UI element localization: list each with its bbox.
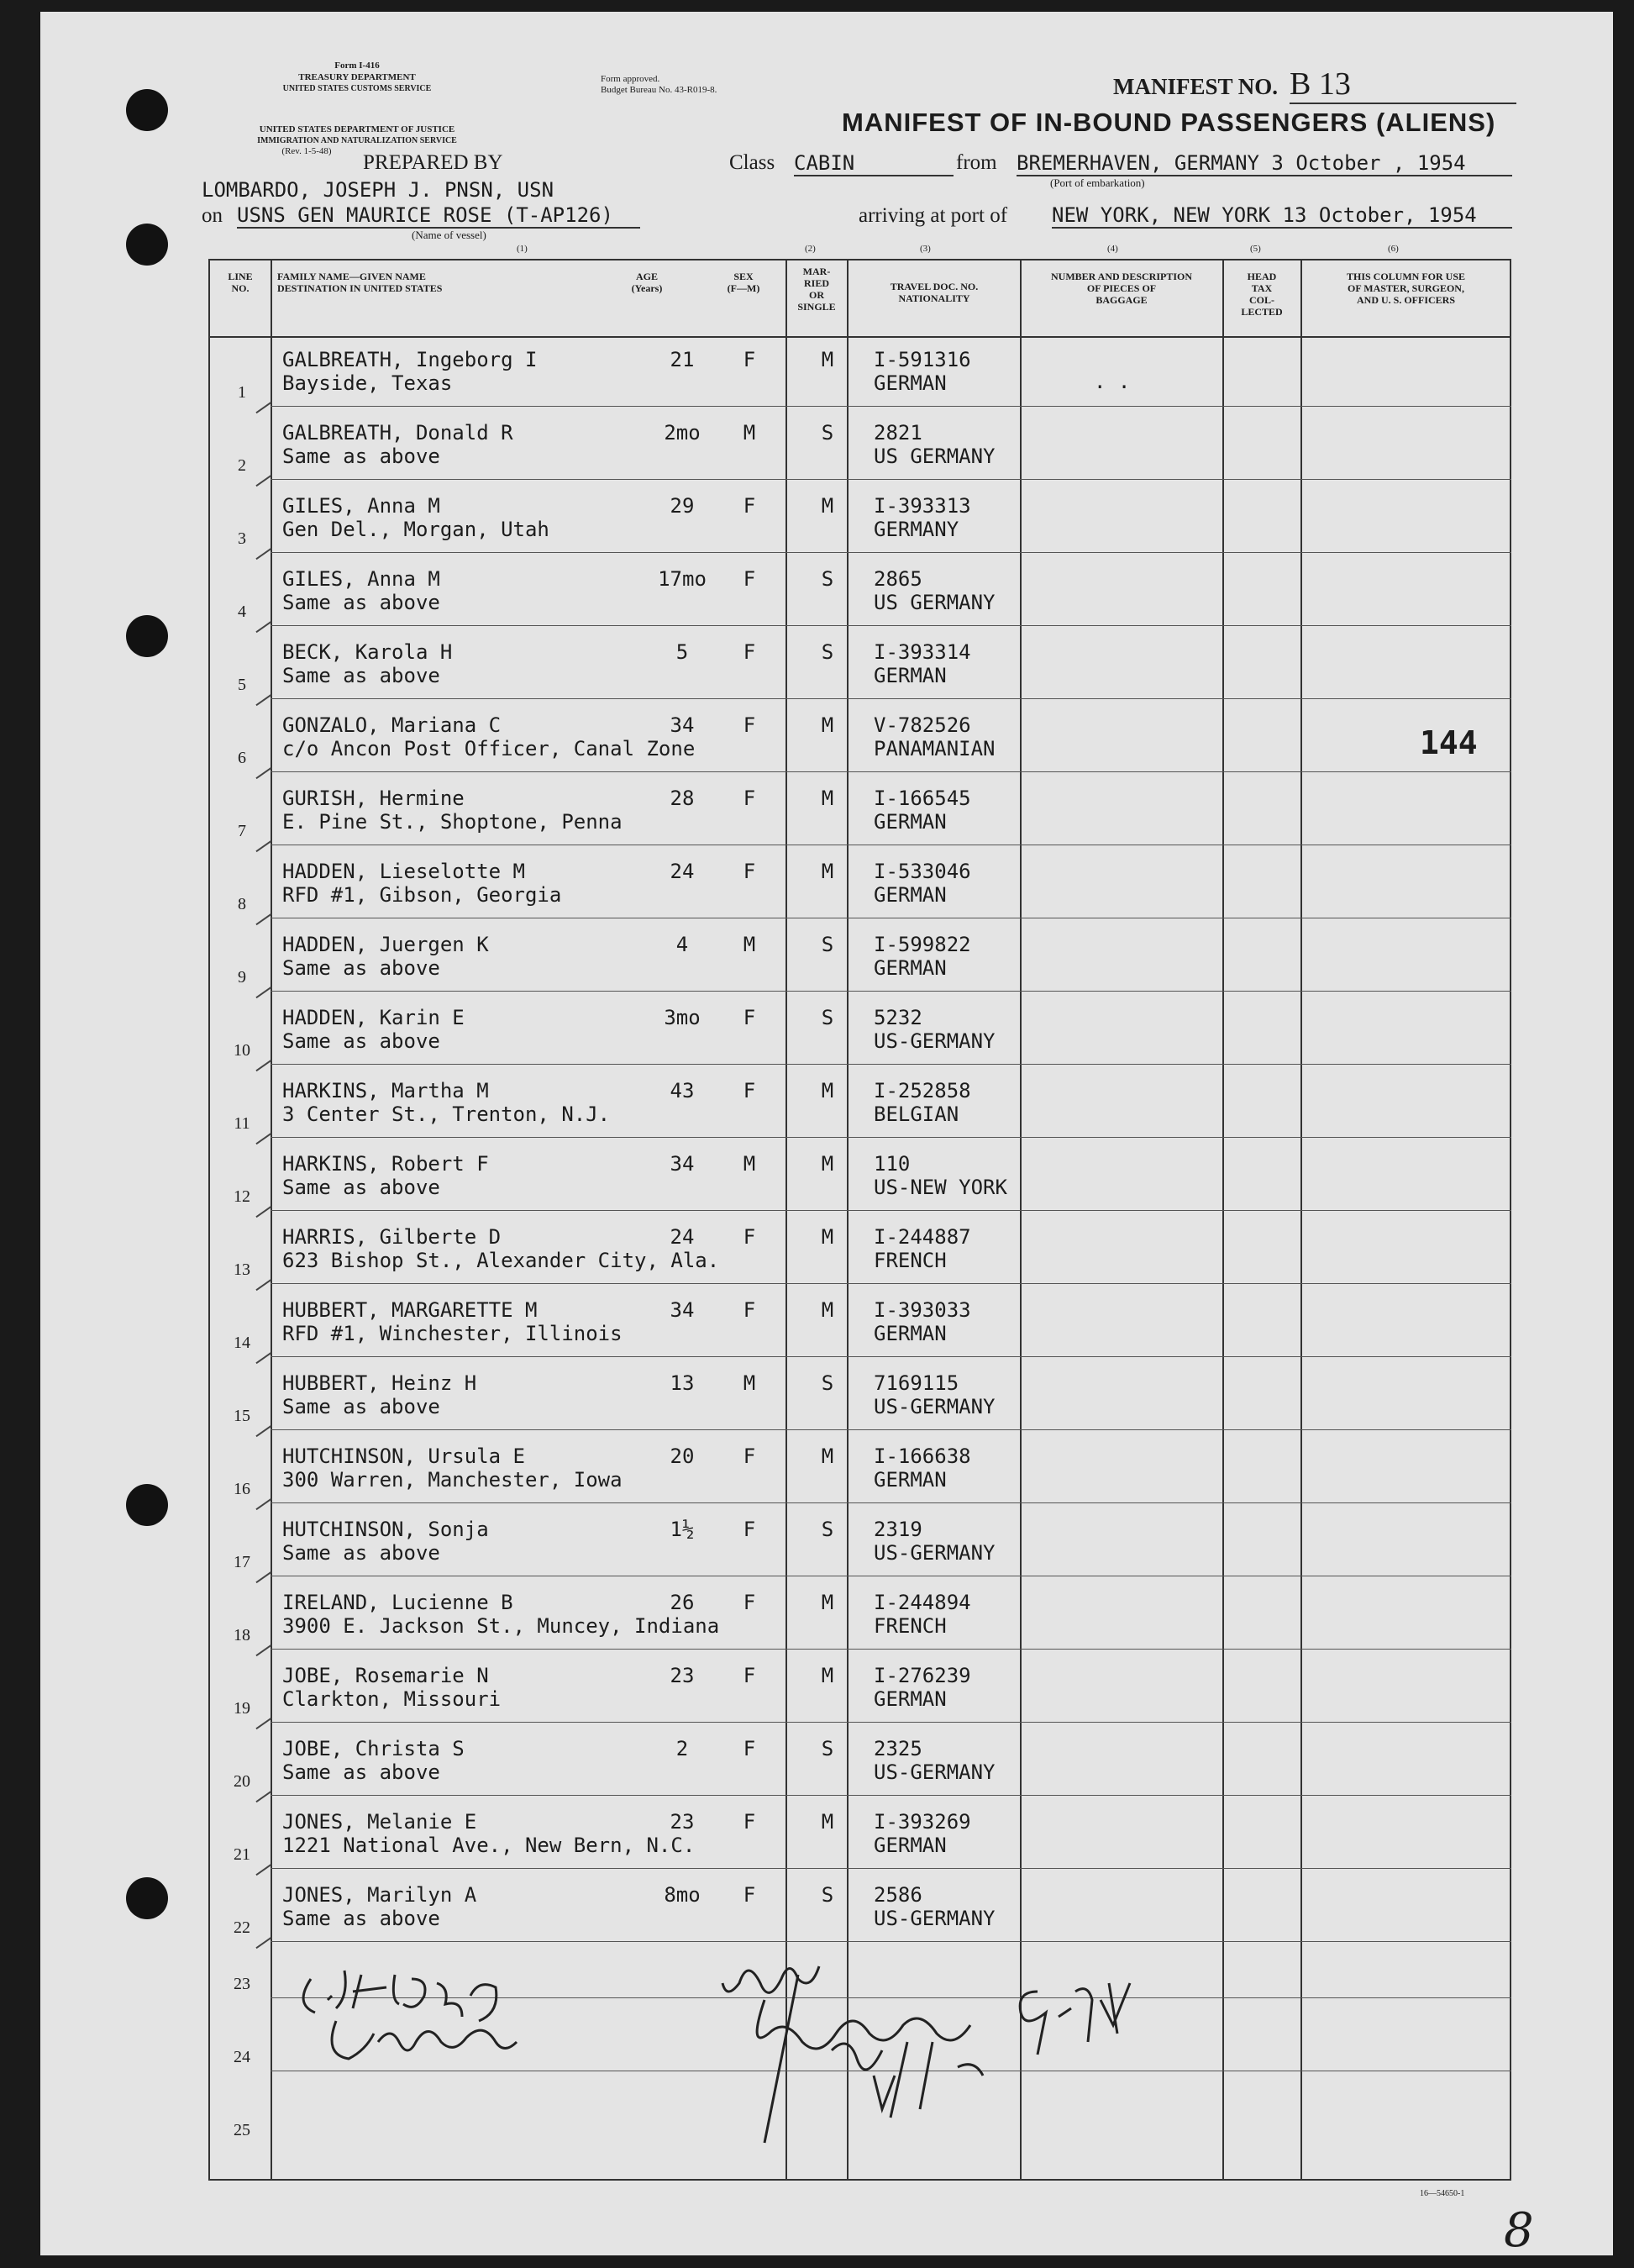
marital-status: S bbox=[821, 421, 834, 445]
age: 4 bbox=[675, 933, 689, 956]
row-tick-mark bbox=[255, 1352, 271, 1364]
marital-status: S bbox=[821, 933, 834, 956]
age: 21 bbox=[670, 348, 695, 371]
row-tick-mark bbox=[255, 694, 271, 706]
nationality: US-GERMANY bbox=[874, 1907, 996, 1930]
destination: Same as above bbox=[282, 1176, 440, 1199]
row-rule bbox=[271, 1064, 1511, 1065]
nationality: US-GERMANY bbox=[874, 1029, 996, 1053]
line-number: 13 bbox=[234, 1260, 250, 1279]
destination: Same as above bbox=[282, 1541, 440, 1565]
destination: Bayside, Texas bbox=[282, 371, 453, 395]
line-number: 20 bbox=[234, 1772, 250, 1791]
row-tick-mark bbox=[255, 913, 271, 925]
travel-doc-no: I-533046 bbox=[874, 860, 971, 883]
destination: 1221 National Ave., New Bern, N.C. bbox=[282, 1834, 696, 1857]
row-tick-mark bbox=[255, 1498, 271, 1510]
nationality: GERMANY bbox=[874, 518, 959, 541]
age: 34 bbox=[670, 1152, 695, 1176]
line-number: 7 bbox=[238, 822, 246, 840]
travel-doc-no: I-276239 bbox=[874, 1664, 971, 1687]
passenger-row bbox=[0, 997, 1634, 1071]
nationality: FRENCH bbox=[874, 1614, 947, 1638]
travel-doc-no: I-244887 bbox=[874, 1225, 971, 1249]
destination: Same as above bbox=[282, 1395, 440, 1418]
marital-status: S bbox=[821, 1371, 834, 1395]
passenger-row bbox=[0, 1071, 1634, 1144]
row-tick-mark bbox=[255, 1206, 271, 1218]
punch-hole bbox=[126, 224, 168, 266]
travel-doc-no: I-393313 bbox=[874, 494, 971, 518]
travel-doc-no: I-166638 bbox=[874, 1444, 971, 1468]
passenger-name: JONES, Marilyn A bbox=[282, 1883, 477, 1907]
passenger-row bbox=[0, 705, 1634, 778]
row-rule bbox=[271, 1868, 1511, 1869]
vessel-name: USNS GEN MAURICE ROSE (T-AP126) bbox=[237, 203, 640, 229]
row-rule bbox=[271, 698, 1511, 699]
row-rule bbox=[271, 1137, 1511, 1138]
line-number: 21 bbox=[234, 1845, 250, 1864]
nationality: US-GERMANY bbox=[874, 1541, 996, 1565]
age: 8mo bbox=[664, 1883, 701, 1907]
row-rule bbox=[271, 552, 1511, 553]
col-num-6: (6) bbox=[1388, 244, 1399, 254]
marital-status: S bbox=[821, 1883, 834, 1907]
passenger-row bbox=[0, 1436, 1634, 1509]
marital-status: M bbox=[821, 1591, 834, 1614]
col-num-1: (1) bbox=[517, 244, 528, 254]
line-number: 22 bbox=[234, 1918, 250, 1937]
col-officers: THIS COLUMN FOR USE OF MASTER, SURGEON, AND U. S. OFFICERS bbox=[1346, 271, 1466, 306]
destination: 3 Center St., Trenton, N.J. bbox=[282, 1102, 611, 1126]
nationality: US-GERMANY bbox=[874, 1395, 996, 1418]
sex: M bbox=[743, 933, 756, 956]
line-number: 25 bbox=[234, 2121, 250, 2139]
passenger-name: HARKINS, Robert F bbox=[282, 1152, 489, 1176]
marital-status: M bbox=[821, 494, 834, 518]
nationality: GERMAN bbox=[874, 883, 947, 907]
row-rule bbox=[271, 991, 1511, 992]
line-number: 11 bbox=[234, 1114, 250, 1133]
marital-status: S bbox=[821, 1737, 834, 1760]
age: 24 bbox=[670, 1225, 695, 1249]
punch-hole bbox=[126, 89, 168, 131]
travel-doc-no: 2865 bbox=[874, 567, 922, 591]
passenger-row bbox=[0, 413, 1634, 486]
row-rule bbox=[271, 771, 1511, 772]
destination: Same as above bbox=[282, 445, 440, 468]
passenger-name: JOBE, Rosemarie N bbox=[282, 1664, 489, 1687]
age: 43 bbox=[670, 1079, 695, 1102]
vessel-label: (Name of vessel) bbox=[412, 229, 486, 241]
travel-doc-no: 2325 bbox=[874, 1737, 922, 1760]
marital-status: S bbox=[821, 1006, 834, 1029]
line-number: 10 bbox=[234, 1041, 250, 1060]
passenger-name: HARRIS, Gilberte D bbox=[282, 1225, 502, 1249]
ins-title: IMMIGRATION AND NATURALIZATION SERVICE bbox=[257, 136, 457, 145]
marital-status: M bbox=[821, 1079, 834, 1102]
col-name: FAMILY NAME—GIVEN NAME DESTINATION IN UNITED STATES bbox=[277, 271, 443, 294]
passenger-name: JOBE, Christa S bbox=[282, 1737, 465, 1760]
nationality: FRENCH bbox=[874, 1249, 947, 1272]
passenger-row bbox=[0, 559, 1634, 632]
age: 3mo bbox=[664, 1006, 701, 1029]
row-tick-mark bbox=[255, 621, 271, 633]
passenger-row bbox=[0, 1729, 1634, 1802]
row-tick-mark bbox=[255, 987, 271, 998]
passenger-name: HADDEN, Karin E bbox=[282, 1006, 465, 1029]
sex: F bbox=[743, 1298, 756, 1322]
destination: Same as above bbox=[282, 591, 440, 614]
travel-doc-no: 5232 bbox=[874, 1006, 922, 1029]
col-baggage: NUMBER AND DESCRIPTION OF PIECES OF BAGGAGE bbox=[1050, 271, 1193, 306]
row-tick-mark bbox=[255, 1060, 271, 1071]
budget-bureau: Budget Bureau No. 43-R019-8. bbox=[601, 85, 717, 95]
line-number: 2 bbox=[238, 456, 246, 475]
destination: Gen Del., Morgan, Utah bbox=[282, 518, 549, 541]
col-line-no: LINE NO. bbox=[228, 271, 253, 294]
nationality: US-GERMANY bbox=[874, 1760, 996, 1784]
col-num-4: (4) bbox=[1107, 244, 1118, 254]
age: 34 bbox=[670, 713, 695, 737]
travel-doc-no: 7169115 bbox=[874, 1371, 959, 1395]
line-number: 1 bbox=[238, 383, 246, 402]
nationality: GERMAN bbox=[874, 1687, 947, 1711]
marital-status: M bbox=[821, 348, 834, 371]
passenger-name: HUBBERT, Heinz H bbox=[282, 1371, 477, 1395]
destination: RFD #1, Gibson, Georgia bbox=[282, 883, 562, 907]
marital-status: S bbox=[821, 640, 834, 664]
row-tick-mark bbox=[255, 840, 271, 852]
col-num-2: (2) bbox=[805, 244, 816, 254]
line-number: 9 bbox=[238, 968, 246, 987]
row-tick-mark bbox=[255, 1133, 271, 1145]
age: 28 bbox=[670, 787, 695, 810]
passenger-row bbox=[0, 1655, 1634, 1729]
passenger-name: JONES, Melanie E bbox=[282, 1810, 477, 1834]
nationality: BELGIAN bbox=[874, 1102, 959, 1126]
destination: 3900 E. Jackson St., Muncey, Indiana bbox=[282, 1614, 720, 1638]
line-number: 19 bbox=[234, 1699, 250, 1718]
sex: M bbox=[743, 421, 756, 445]
age: 23 bbox=[670, 1810, 695, 1834]
age: 20 bbox=[670, 1444, 695, 1468]
passenger-row bbox=[0, 632, 1634, 705]
line-number: 15 bbox=[234, 1407, 250, 1425]
travel-doc-no: I-393033 bbox=[874, 1298, 971, 1322]
printer-code: 16—54650-1 bbox=[1420, 2189, 1465, 2198]
sex: F bbox=[743, 1006, 756, 1029]
age: 24 bbox=[670, 860, 695, 883]
passenger-row bbox=[0, 339, 1634, 413]
passenger-row bbox=[0, 778, 1634, 851]
sex: F bbox=[743, 1883, 756, 1907]
nationality: GERMAN bbox=[874, 1322, 947, 1345]
marital-status: S bbox=[821, 567, 834, 591]
sex: M bbox=[743, 1371, 756, 1395]
sex: F bbox=[743, 494, 756, 518]
row-tick-mark bbox=[255, 1864, 271, 1876]
col-head-tax: HEAD TAX COL- LECTED bbox=[1241, 271, 1283, 318]
col-married: MAR- RIED OR SINGLE bbox=[797, 266, 836, 313]
nationality: US-NEW YORK bbox=[874, 1176, 1007, 1199]
marital-status: M bbox=[821, 1152, 834, 1176]
row-rule bbox=[271, 1502, 1511, 1503]
line-number: 6 bbox=[238, 749, 246, 767]
travel-doc-no: I-393269 bbox=[874, 1810, 971, 1834]
row-tick-mark bbox=[255, 1791, 271, 1802]
manifest-no-value: B 13 bbox=[1290, 66, 1516, 104]
passenger-name: HUTCHINSON, Ursula E bbox=[282, 1444, 525, 1468]
row-tick-mark bbox=[255, 1644, 271, 1656]
age: 34 bbox=[670, 1298, 695, 1322]
doj-title: UNITED STATES DEPARTMENT OF JUSTICE bbox=[259, 124, 455, 134]
sex: F bbox=[743, 787, 756, 810]
row-rule bbox=[271, 1210, 1511, 1211]
row-tick-mark bbox=[255, 548, 271, 560]
col-num-5: (5) bbox=[1250, 244, 1261, 254]
marital-status: M bbox=[821, 1810, 834, 1834]
row-tick-mark bbox=[255, 402, 271, 413]
manifest-title: MANIFEST OF IN-BOUND PASSENGERS (ALIENS) bbox=[842, 108, 1496, 137]
sex: F bbox=[743, 1444, 756, 1468]
travel-doc-no: I-599822 bbox=[874, 933, 971, 956]
destination: E. Pine St., Shoptone, Penna bbox=[282, 810, 623, 834]
line-number: 17 bbox=[234, 1553, 250, 1571]
travel-doc-no: I-393314 bbox=[874, 640, 971, 664]
nationality: GERMAN bbox=[874, 1834, 947, 1857]
destination: Same as above bbox=[282, 1029, 440, 1053]
line-number: 4 bbox=[238, 603, 246, 621]
passenger-row bbox=[0, 1582, 1634, 1655]
passenger-row bbox=[0, 1802, 1634, 1875]
marital-status: M bbox=[821, 860, 834, 883]
line-number: 23 bbox=[234, 1975, 250, 1993]
passenger-name: BECK, Karola H bbox=[282, 640, 453, 664]
marital-status: M bbox=[821, 713, 834, 737]
sex: M bbox=[743, 1152, 756, 1176]
passenger-row bbox=[0, 1217, 1634, 1290]
age: 23 bbox=[670, 1664, 695, 1687]
row-rule bbox=[271, 1429, 1511, 1430]
marital-status: M bbox=[821, 1444, 834, 1468]
from-label: from bbox=[956, 151, 997, 174]
row-tick-mark bbox=[255, 1425, 271, 1437]
nationality: GERMAN bbox=[874, 810, 947, 834]
page-mark: 8 bbox=[1504, 2203, 1534, 2258]
nationality: GERMAN bbox=[874, 956, 947, 980]
travel-doc-no: I-591316 bbox=[874, 348, 971, 371]
age: 1½ bbox=[670, 1518, 695, 1541]
line-number: 3 bbox=[238, 529, 246, 548]
sex: F bbox=[743, 1664, 756, 1687]
handwritten-signature-center bbox=[706, 1950, 1176, 2160]
class-label: Class bbox=[729, 151, 775, 174]
age: 29 bbox=[670, 494, 695, 518]
sex: F bbox=[743, 713, 756, 737]
port-embark-label: (Port of embarkation) bbox=[1050, 176, 1145, 189]
col-travel-doc: TRAVEL DOC. NO. NATIONALITY bbox=[890, 281, 979, 304]
row-tick-mark bbox=[255, 1279, 271, 1291]
passenger-name: GURISH, Hermine bbox=[282, 787, 465, 810]
travel-doc-no: 110 bbox=[874, 1152, 911, 1176]
marital-status: M bbox=[821, 787, 834, 810]
sex: F bbox=[743, 1737, 756, 1760]
passenger-name: GILES, Anna M bbox=[282, 567, 440, 591]
passenger-row bbox=[0, 1144, 1634, 1217]
sex: F bbox=[743, 860, 756, 883]
form-number: Form I-416 bbox=[334, 61, 380, 71]
destination: 623 Bishop St., Alexander City, Ala. bbox=[282, 1249, 720, 1272]
arrival-port: NEW YORK, NEW YORK 13 October, 1954 bbox=[1052, 203, 1512, 229]
row-tick-mark bbox=[255, 475, 271, 487]
passenger-name: HADDEN, Lieselotte M bbox=[282, 860, 525, 883]
marital-status: M bbox=[821, 1298, 834, 1322]
marital-status: M bbox=[821, 1225, 834, 1249]
row-rule bbox=[271, 406, 1511, 407]
nationality: PANAMANIAN bbox=[874, 737, 996, 760]
travel-doc-no: 2821 bbox=[874, 421, 922, 445]
passenger-name: HARKINS, Martha M bbox=[282, 1079, 489, 1102]
passenger-row bbox=[0, 1509, 1634, 1582]
row-tick-mark bbox=[255, 1718, 271, 1729]
passenger-row bbox=[0, 1363, 1634, 1436]
passenger-row bbox=[0, 486, 1634, 559]
baggage-dots: . . bbox=[1094, 370, 1131, 393]
destination: RFD #1, Winchester, Illinois bbox=[282, 1322, 623, 1345]
age: 17mo bbox=[658, 567, 707, 591]
destination: c/o Ancon Post Officer, Canal Zone bbox=[282, 737, 696, 760]
line-number: 8 bbox=[238, 895, 246, 913]
travel-doc-no: I-166545 bbox=[874, 787, 971, 810]
age: 13 bbox=[670, 1371, 695, 1395]
passenger-row bbox=[0, 1290, 1634, 1363]
passenger-row bbox=[0, 851, 1634, 924]
sex: F bbox=[743, 567, 756, 591]
nationality: US GERMANY bbox=[874, 445, 996, 468]
form-approved: Form approved. bbox=[601, 74, 660, 84]
passenger-name: GALBREATH, Ingeborg I bbox=[282, 348, 538, 371]
header-rule bbox=[208, 336, 1511, 338]
travel-doc-no: 2319 bbox=[874, 1518, 922, 1541]
passenger-name: GONZALO, Mariana C bbox=[282, 713, 502, 737]
row-rule bbox=[271, 1649, 1511, 1650]
age: 5 bbox=[675, 640, 689, 664]
line-number: 18 bbox=[234, 1626, 250, 1644]
nationality: US GERMANY bbox=[874, 591, 996, 614]
age: 26 bbox=[670, 1591, 695, 1614]
customs-service: UNITED STATES CUSTOMS SERVICE bbox=[282, 84, 432, 93]
from-value: BREMERHAVEN, GERMANY 3 October , 1954 bbox=[1017, 151, 1512, 176]
line-number: 24 bbox=[234, 2048, 250, 2066]
class-value: CABIN bbox=[794, 151, 954, 176]
row-tick-mark bbox=[255, 1571, 271, 1583]
col-age: AGE (Years) bbox=[631, 271, 663, 294]
row-rule bbox=[271, 1722, 1511, 1723]
prepared-by-label: PREPARED BY bbox=[363, 151, 503, 174]
passenger-name: HUBBERT, MARGARETTE M bbox=[282, 1298, 538, 1322]
destination: Same as above bbox=[282, 1907, 440, 1930]
marital-status: S bbox=[821, 1518, 834, 1541]
passenger-name: IRELAND, Lucienne B bbox=[282, 1591, 513, 1614]
sex: F bbox=[743, 1518, 756, 1541]
destination: Clarkton, Missouri bbox=[282, 1687, 502, 1711]
col-num-3: (3) bbox=[920, 244, 931, 254]
sex: F bbox=[743, 1225, 756, 1249]
sex: F bbox=[743, 1079, 756, 1102]
row-rule bbox=[271, 1356, 1511, 1357]
destination: 300 Warren, Manchester, Iowa bbox=[282, 1468, 623, 1492]
passenger-row bbox=[0, 924, 1634, 997]
age: 2mo bbox=[664, 421, 701, 445]
marital-status: M bbox=[821, 1664, 834, 1687]
passenger-name: HADDEN, Juergen K bbox=[282, 933, 489, 956]
sex: F bbox=[743, 1810, 756, 1834]
line-number: 14 bbox=[234, 1334, 250, 1352]
sex: F bbox=[743, 1591, 756, 1614]
line-number: 5 bbox=[238, 676, 246, 694]
treasury-department: TREASURY DEPARTMENT bbox=[298, 72, 416, 82]
passenger-name: GALBREATH, Donald R bbox=[282, 421, 513, 445]
destination: Same as above bbox=[282, 956, 440, 980]
col-sex: SEX (F—M) bbox=[727, 271, 760, 294]
officer-mark: 144 bbox=[1420, 724, 1478, 761]
revision: (Rev. 1-5-48) bbox=[281, 146, 332, 156]
row-rule bbox=[271, 1795, 1511, 1796]
travel-doc-no: V-782526 bbox=[874, 713, 971, 737]
sex: F bbox=[743, 640, 756, 664]
row-rule bbox=[271, 625, 1511, 626]
row-tick-mark bbox=[255, 767, 271, 779]
travel-doc-no: I-244894 bbox=[874, 1591, 971, 1614]
travel-doc-no: I-252858 bbox=[874, 1079, 971, 1102]
manifest-no-label: MANIFEST NO. bbox=[1113, 74, 1279, 99]
travel-doc-no: 2586 bbox=[874, 1883, 922, 1907]
arriving-label: arriving at port of bbox=[859, 204, 1008, 227]
handwritten-signature-left bbox=[286, 1962, 605, 2071]
age: 2 bbox=[675, 1737, 689, 1760]
nationality: GERMAN bbox=[874, 371, 947, 395]
passenger-name: GILES, Anna M bbox=[282, 494, 440, 518]
prepared-by-value: LOMBARDO, JOSEPH J. PNSN, USN bbox=[202, 178, 554, 202]
sex: F bbox=[743, 348, 756, 371]
line-number: 12 bbox=[234, 1187, 250, 1206]
passenger-name: HUTCHINSON, Sonja bbox=[282, 1518, 489, 1541]
on-label: on bbox=[202, 204, 223, 227]
destination: Same as above bbox=[282, 1760, 440, 1784]
destination: Same as above bbox=[282, 664, 440, 687]
line-number: 16 bbox=[234, 1480, 250, 1498]
nationality: GERMAN bbox=[874, 1468, 947, 1492]
nationality: GERMAN bbox=[874, 664, 947, 687]
row-rule bbox=[271, 1283, 1511, 1284]
row-rule bbox=[271, 479, 1511, 480]
